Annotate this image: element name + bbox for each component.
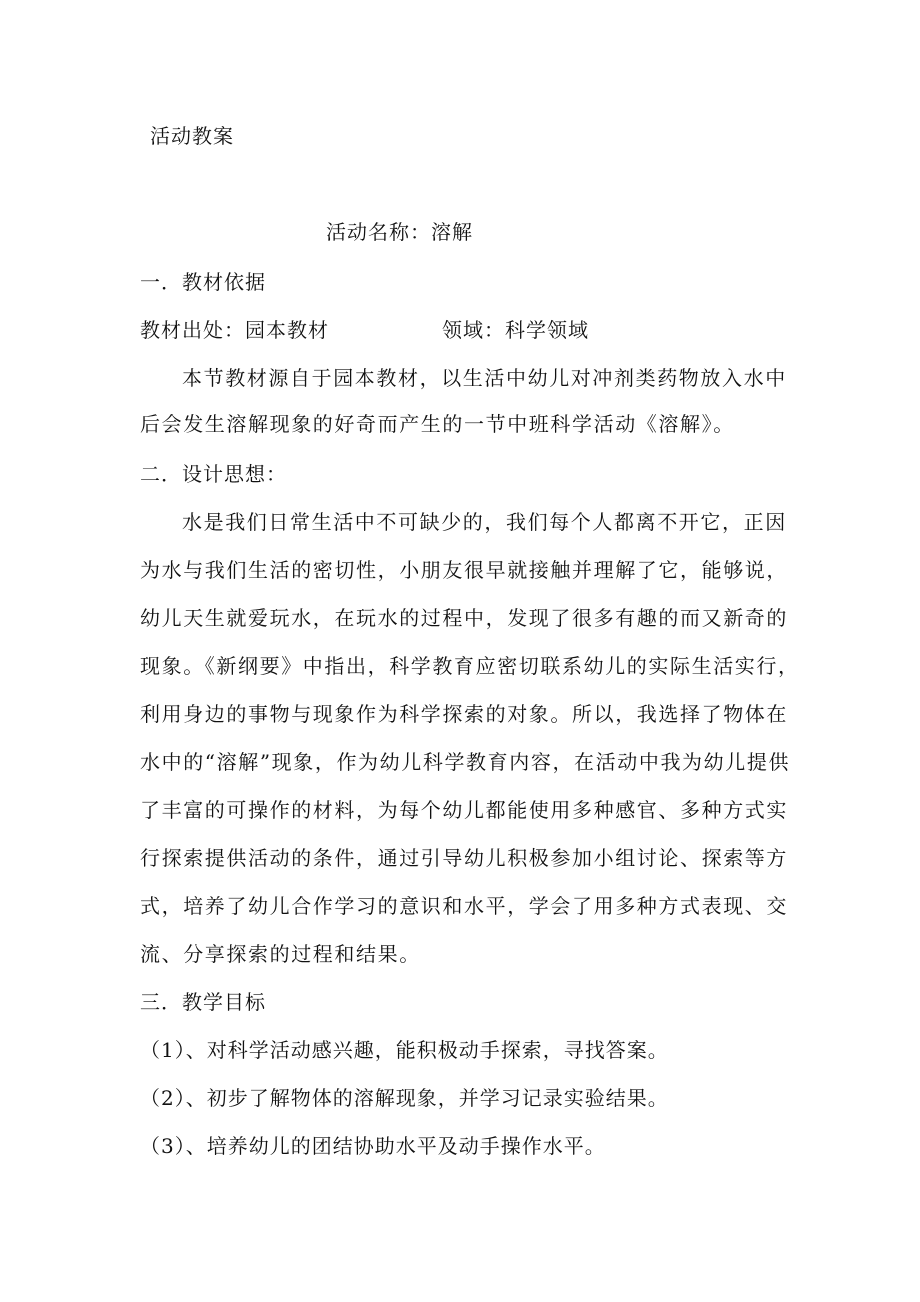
section-2-paragraph-line: 行探索提供活动的条件，通过引导幼儿积极参加小组讨论、探索等方 bbox=[140, 846, 788, 870]
material-source: 教材出处：园本教材 bbox=[140, 318, 329, 342]
section-1-paragraph-line: 本节教材源自于园本教材，以生活中幼儿对冲剂类药物放入水中 bbox=[182, 366, 787, 390]
goal-item: （2）、初步了解物体的溶解现象，并学习记录实验结果。 bbox=[140, 1086, 669, 1110]
header-label: 活动教案 bbox=[150, 124, 234, 148]
section-2-paragraph-line: 了丰富的可操作的材料，为每个幼儿都能使用多种感官、多种方式实 bbox=[140, 798, 788, 822]
section-1-heading: 一．教材依据 bbox=[140, 270, 266, 294]
material-info-row bbox=[140, 316, 840, 344]
section-2-paragraph-line: 利用身边的事物与现象作为科学探索的对象。所以，我选择了物体在 bbox=[140, 702, 788, 726]
section-2-paragraph-line: 幼儿天生就爱玩水，在玩水的过程中，发现了很多有趣的而又新奇的 bbox=[140, 606, 788, 630]
goal-item: （1）、对科学活动感兴趣，能积极动手探索，寻找答案。 bbox=[140, 1038, 669, 1062]
section-2-paragraph-line: 水中的“溶解”现象，作为幼儿科学教育内容，在活动中我为幼儿提供 bbox=[140, 750, 791, 774]
activity-title: 活动名称：溶解 bbox=[326, 220, 473, 244]
material-domain: 领域：科学领域 bbox=[442, 318, 589, 342]
section-2-paragraph-line: 为水与我们生活的密切性，小朋友很早就接触并理解了它，能够说， bbox=[140, 558, 788, 582]
goal-item: （3）、培养幼儿的团结协助水平及动手操作水平。 bbox=[140, 1134, 606, 1158]
section-2-paragraph-line: 水是我们日常生活中不可缺少的，我们每个人都离不开它，正因 bbox=[182, 510, 787, 534]
section-3-heading: 三．教学目标 bbox=[140, 990, 266, 1014]
section-2-paragraph-line: 式，培养了幼儿合作学习的意识和水平，学会了用多种方式表现、交 bbox=[140, 894, 788, 918]
section-1-paragraph-line: 后会发生溶解现象的好奇而产生的一节中班科学活动《溶解》。 bbox=[140, 412, 735, 436]
section-2-heading: 二．设计思想： bbox=[140, 462, 287, 486]
section-2-paragraph-line: 流、分享探索的过程和结果。 bbox=[140, 942, 421, 966]
section-2-paragraph-line: 现象。《新纲要》中指出，科学教育应密切联系幼儿的实际生活实行， bbox=[140, 654, 800, 678]
